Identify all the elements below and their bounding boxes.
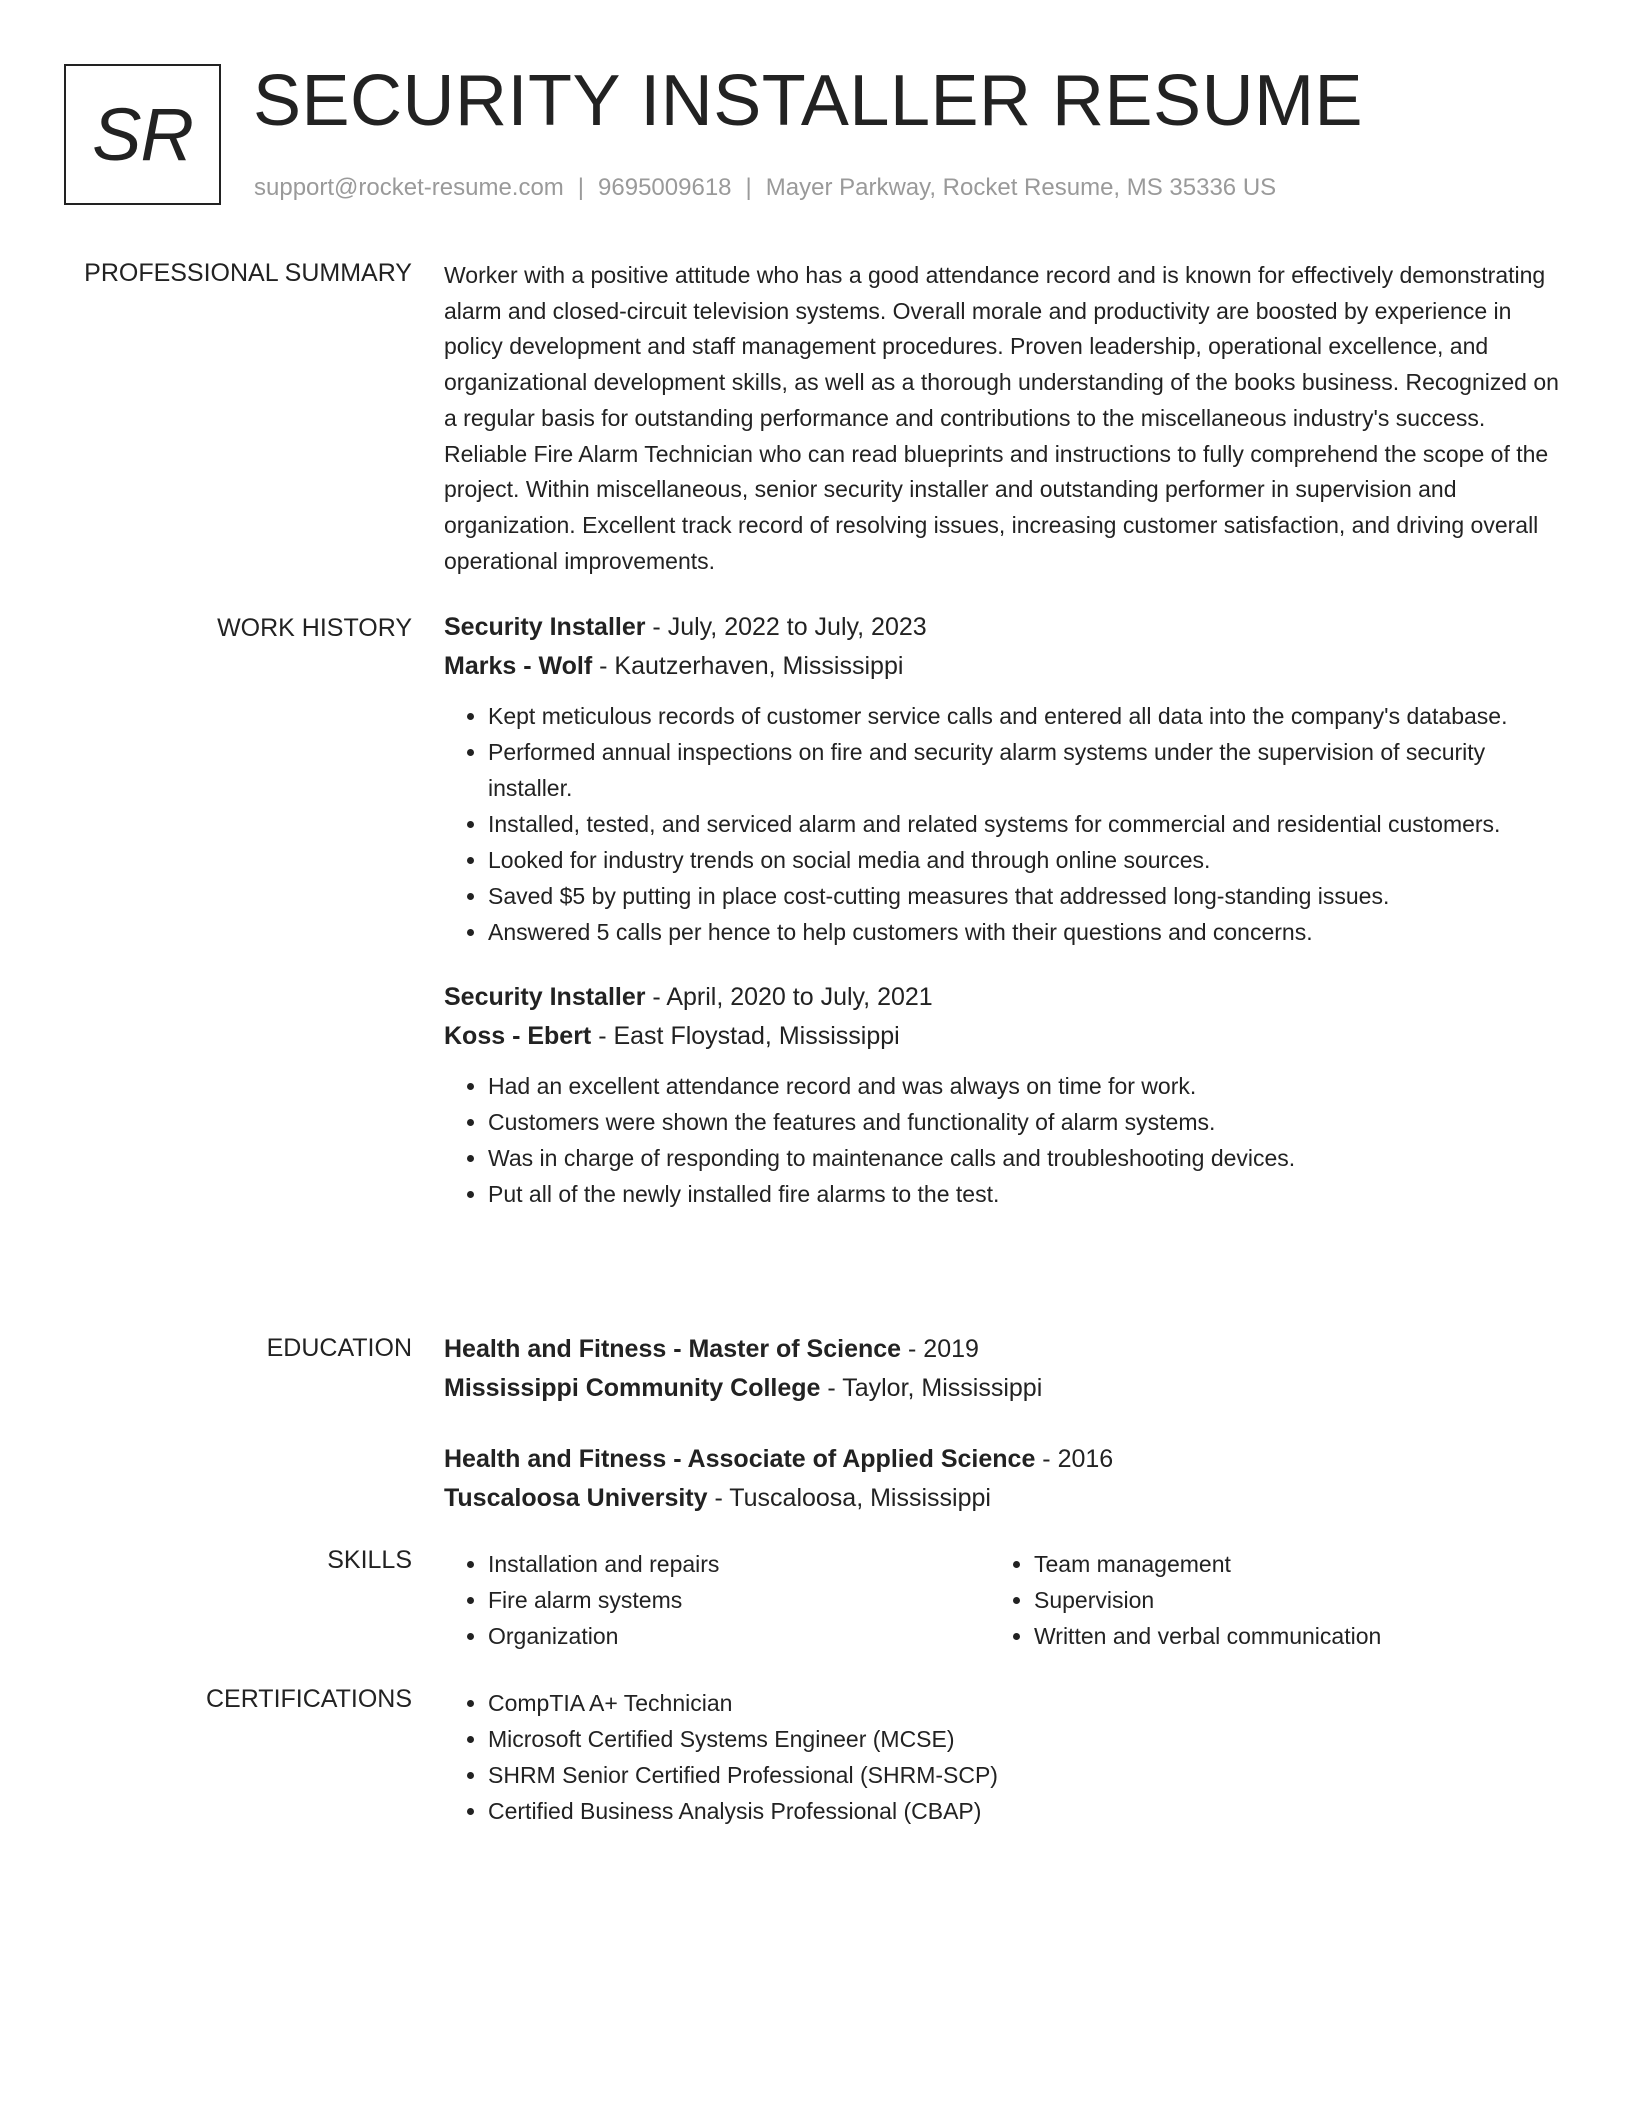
school-name: Mississippi Community College bbox=[444, 1374, 821, 1402]
school-name: Tuscaloosa University bbox=[444, 1484, 708, 1512]
job-bullets bbox=[444, 1068, 1559, 1212]
skills-column-left bbox=[444, 1546, 990, 1654]
list-item: • Certified Business Analysis Professional (CBAP) bbox=[488, 1793, 1559, 1829]
job-company-line bbox=[444, 1017, 1559, 1056]
list-item: • Microsoft Certified Systems Engineer (MCSE) bbox=[488, 1721, 1559, 1757]
degree-year: - 2016 bbox=[1035, 1445, 1114, 1473]
job-company: Koss - Ebert bbox=[444, 1022, 592, 1050]
list-item: • Installed, tested, and serviced alarm and related systems for commercial and residential customers. bbox=[488, 806, 1559, 842]
skills-heading: SKILLS bbox=[327, 1546, 412, 1574]
job-company: Marks - Wolf bbox=[444, 652, 593, 680]
list-item: • Installation and repairs bbox=[488, 1546, 990, 1582]
skills-column-right bbox=[990, 1546, 1536, 1654]
list-item: • Was in charge of responding to maintenance calls and troubleshooting devices. bbox=[488, 1140, 1559, 1176]
list-item: • Written and verbal communication bbox=[1034, 1618, 1536, 1654]
list-item: • CompTIA A+ Technician bbox=[488, 1685, 1559, 1721]
list-item: • Had an excellent attendance record and was always on time for work. bbox=[488, 1068, 1559, 1104]
contact-email[interactable]: support@rocket-resume.com bbox=[254, 174, 564, 201]
work-history-body bbox=[444, 608, 1559, 1212]
job-title-line bbox=[444, 608, 1559, 647]
list-item: • Performed annual inspections on fire and security alarm systems under the supervision of security installer. bbox=[488, 734, 1559, 806]
skills-grid bbox=[444, 1546, 1544, 1654]
education-entry bbox=[444, 1440, 1559, 1518]
degree-name: Health and Fitness - Master of Science bbox=[444, 1335, 902, 1363]
degree-line bbox=[444, 1440, 1559, 1479]
job-title-line bbox=[444, 978, 1559, 1017]
skills-list bbox=[990, 1546, 1536, 1654]
school-location: - Taylor, Mississippi bbox=[820, 1374, 1043, 1402]
list-item: • Fire alarm systems bbox=[488, 1582, 990, 1618]
degree-name: Health and Fitness - Associate of Applied Science bbox=[444, 1445, 1036, 1473]
contact-separator: | bbox=[745, 174, 752, 201]
education-body bbox=[444, 1330, 1559, 1518]
work-history-heading: WORK HISTORY bbox=[217, 614, 412, 642]
resume-header bbox=[64, 61, 1564, 212]
school-line bbox=[444, 1479, 1559, 1518]
contact-address: Mayer Parkway, Rocket Resume, MS 35336 US bbox=[765, 174, 1277, 201]
education-heading: EDUCATION bbox=[266, 1334, 412, 1362]
job-bullets bbox=[444, 698, 1559, 950]
list-item: • Put all of the newly installed fire alarms to the test. bbox=[488, 1176, 1559, 1212]
job-entry bbox=[444, 978, 1559, 1212]
monogram-logo: SR bbox=[64, 64, 221, 205]
certifications-body bbox=[444, 1685, 1559, 1829]
degree-line bbox=[444, 1330, 1559, 1369]
list-item: • SHRM Senior Certified Professional (SHRM-SCP) bbox=[488, 1757, 1559, 1793]
summary-text: Worker with a positive attitude who has a good attendance record and is known for effectively demonstrating alarm and closed-circuit television systems. Overall morale and productivity are boosted by experience in policy development and staff management procedures. Proven leadership, operational excellence, and organizational development skills, as well as a thorough understanding of the books business. Recognized on a regular basis for outstanding performance and contributions to the miscellaneous industry's success. Reliable Fire Alarm Technician who can read blueprints and instructions to fully comprehend the scope of the project. Within miscellaneous, senior security installer and outstanding performer in supervision and organization. Excellent track record of resolving issues, increasing customer satisfaction, and driving overall operational improvements. bbox=[444, 262, 1559, 574]
job-dates: - July, 2022 to July, 2023 bbox=[645, 613, 927, 641]
education-entry bbox=[444, 1330, 1559, 1408]
job-location: - East Floystad, Mississippi bbox=[591, 1022, 900, 1050]
list-item: • Answered 5 calls per hence to help customers with their questions and concerns. bbox=[488, 914, 1559, 950]
summary-body bbox=[444, 258, 1559, 579]
list-item: • Customers were shown the features and functionality of alarm systems. bbox=[488, 1104, 1559, 1140]
school-line bbox=[444, 1369, 1559, 1408]
list-item: • Kept meticulous records of customer service calls and entered all data into the company's database. bbox=[488, 698, 1559, 734]
degree-year: - 2019 bbox=[901, 1335, 979, 1363]
summary-heading: PROFESSIONAL SUMMARY bbox=[84, 259, 412, 287]
certifications-list bbox=[444, 1685, 1559, 1829]
skills-body bbox=[444, 1546, 1559, 1654]
contact-line bbox=[254, 174, 1276, 202]
list-item: • Supervision bbox=[1034, 1582, 1536, 1618]
certifications-heading: CERTIFICATIONS bbox=[205, 1685, 412, 1713]
contact-phone[interactable]: 9695009618 bbox=[598, 174, 732, 201]
contact-separator: | bbox=[577, 174, 585, 201]
job-title: Security Installer bbox=[444, 983, 646, 1011]
page-title: SECURITY INSTALLER RESUME bbox=[253, 61, 1364, 141]
job-title: Security Installer bbox=[444, 613, 646, 641]
list-item: • Looked for industry trends on social media and through online sources. bbox=[488, 842, 1559, 878]
school-location: - Tuscaloosa, Mississippi bbox=[707, 1484, 991, 1512]
skills-list bbox=[444, 1546, 990, 1654]
job-dates: - April, 2020 to July, 2021 bbox=[645, 983, 933, 1011]
job-location: - Kautzerhaven, Mississippi bbox=[592, 652, 904, 680]
job-entry bbox=[444, 608, 1559, 950]
list-item: • Saved $5 by putting in place cost-cutting measures that addressed long-standing issues. bbox=[488, 878, 1559, 914]
list-item: • Team management bbox=[1034, 1546, 1536, 1582]
job-company-line bbox=[444, 647, 1559, 686]
list-item: • Organization bbox=[488, 1618, 990, 1654]
